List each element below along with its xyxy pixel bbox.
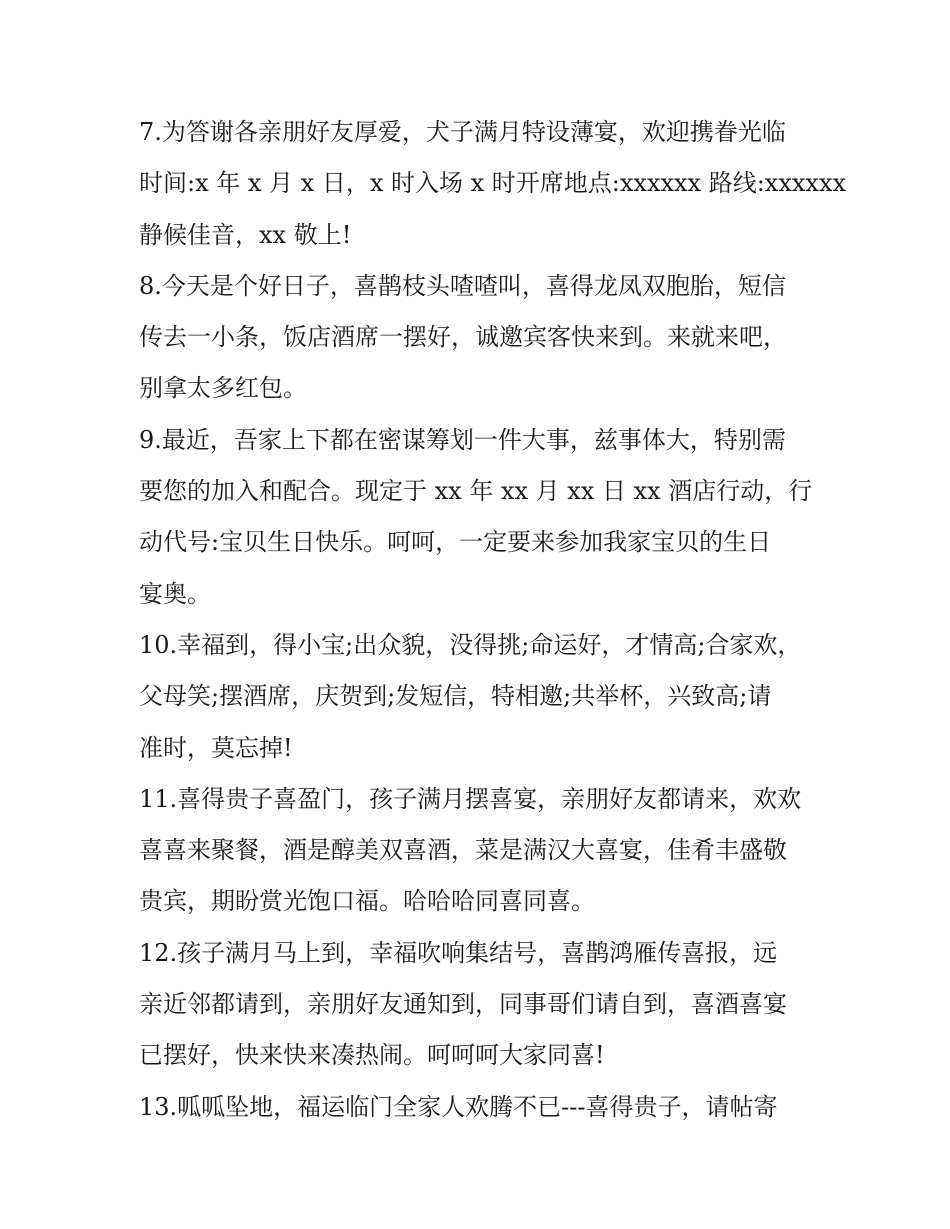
text-line: 亲近邻都请到，亲朋好友通知到，同事哥们请自到，喜酒喜宴 xyxy=(139,990,787,1019)
text-line: 12.孩子满月马上到，幸福吹响集结号，喜鹊鸿雁传喜报，远 xyxy=(139,938,778,967)
paragraph-8 xyxy=(139,261,829,415)
paragraph-9 xyxy=(139,415,829,620)
text-line: 9.最近，吾家上下都在密谋筹划一件大事，兹事体大，特别需 xyxy=(139,425,786,454)
text-line: 宴奥。 xyxy=(139,579,211,608)
text-line: 时间:x 年 x 月 x 日，x 时入场 x 时开席地点:xxxxxx 路线:xxxxxx xyxy=(139,169,847,198)
text-line: 已摆好，快来快来凑热闹。呵呵呵大家同喜! xyxy=(139,1041,605,1070)
paragraph-7 xyxy=(139,107,847,261)
text-line: 贵宾，期盼赏光饱口福。哈哈哈同喜同喜。 xyxy=(139,887,595,916)
paragraph-13 xyxy=(139,1082,829,1133)
paragraph-12 xyxy=(139,928,829,1082)
text-line: 静候佳音，xx 敬上! xyxy=(139,220,352,249)
text-line: 要您的加入和配合。现定于 xx 年 xx 月 xx 日 xx 酒店行动，行 xyxy=(139,477,813,506)
text-line: 准时，莫忘掉! xyxy=(139,733,293,762)
text-line: 8.今天是个好日子，喜鹊枝头喳喳叫，喜得龙凤双胞胎，短信 xyxy=(139,271,786,300)
text-line: 7.为答谢各亲朋好友厚爱，犬子满月特设薄宴，欢迎携眷光临 xyxy=(139,118,786,146)
text-line: 动代号:宝贝生日快乐。呵呵，一定要来参加我家宝贝的生日 xyxy=(139,528,772,557)
text-line: 11.喜得贵子喜盈门，孩子满月摆喜宴，亲朋好友都请来，欢欢 xyxy=(139,784,802,813)
paragraph-10 xyxy=(139,620,829,774)
document-body xyxy=(139,107,847,1133)
paragraph-11 xyxy=(139,774,829,928)
text-line: 传去一小条，饭店酒席一摆好，诚邀宾客快来到。来就来吧， xyxy=(139,323,787,352)
text-line: 喜喜来聚餐，酒是醇美双喜酒，菜是满汉大喜宴，佳肴丰盛敬 xyxy=(139,836,787,865)
text-line: 13.呱呱坠地，福运临门全家人欢腾不已---喜得贵子，请帖寄 xyxy=(139,1092,778,1121)
text-line: 别拿太多红包。 xyxy=(139,374,307,403)
text-line: 10.幸福到，得小宝;出众貌，没得挑;命运好，才情高;合家欢， xyxy=(139,630,802,659)
text-line: 父母笑;摆酒席，庆贺到;发短信，特相邀;共举杯，兴致高;请 xyxy=(139,682,772,711)
